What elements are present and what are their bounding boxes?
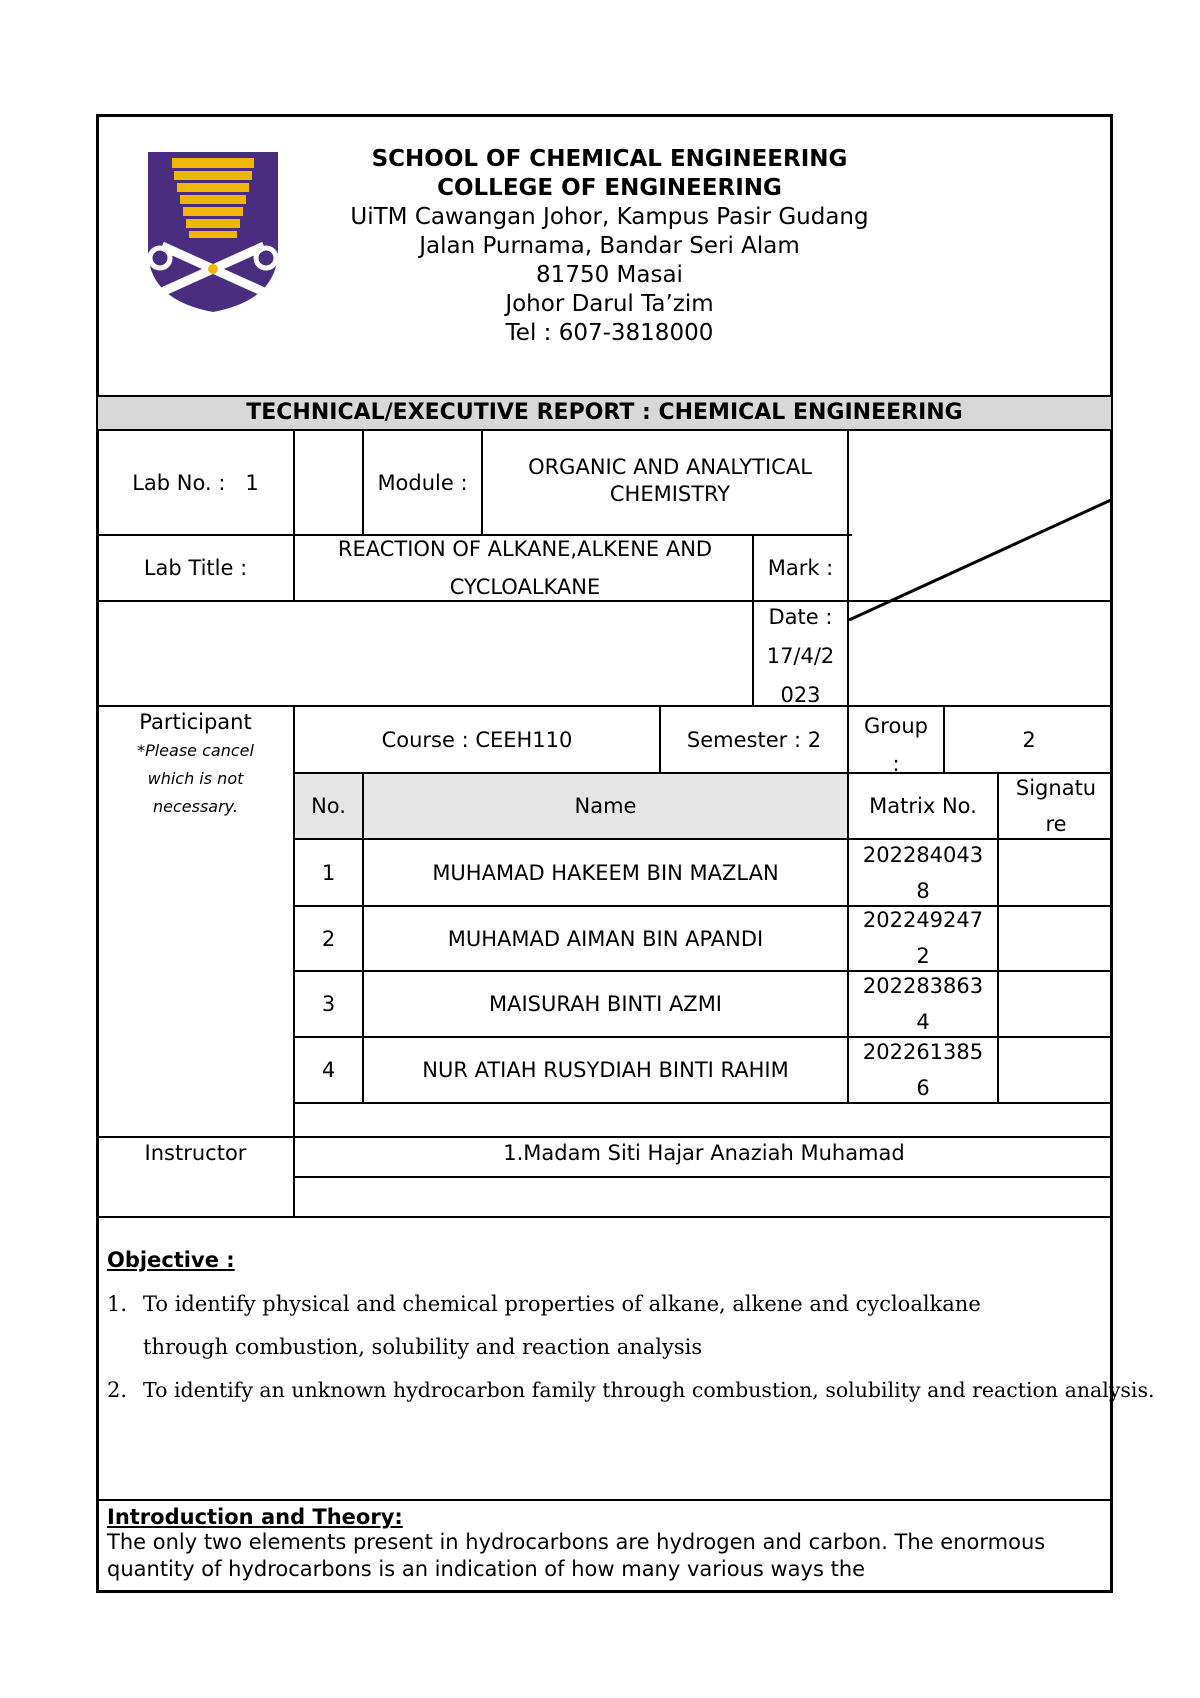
state-name: Johor Darul Ta’zim (505, 291, 714, 317)
date-label: Date : 17/4/2023 (754, 597, 847, 705)
table-row-name: NUR ATIAH RUSYDIAH BINTI RAHIM (422, 1058, 789, 1082)
module-value: ORGANIC AND ANALYTICAL CHEMISTRY (528, 455, 812, 506)
instructor-label: Instructor (144, 1141, 247, 1165)
objective-heading: Objective : (107, 1248, 235, 1272)
participant-note: *Please cancel which is not necessary. (137, 741, 254, 816)
table-row-no: 1 (321, 860, 336, 885)
table-row-no: 4 (321, 1058, 336, 1082)
lab-title-label: Lab Title : (143, 556, 248, 580)
list-item (107, 1369, 1155, 1412)
college-name: COLLEGE OF ENGINEERING (437, 175, 782, 201)
introduction-heading: Introduction and Theory: (107, 1505, 403, 1529)
postcode: 81750 Masai (536, 262, 683, 288)
campus-name: UiTM Cawangan Johor, Kampus Pasir Gudang (350, 204, 869, 230)
lab-title-value: REACTION OF ALKANE,ALKENE AND CYCLOALKANE (337, 537, 713, 599)
col-header-signature: Signature (1015, 776, 1097, 836)
report-title: TECHNICAL/EXECUTIVE REPORT : CHEMICAL ENGINEERING (246, 400, 963, 425)
col-header-no: No. (295, 774, 362, 838)
semester-value: Semester : 2 (686, 727, 822, 752)
telephone: Tel : 607-3818000 (505, 320, 714, 346)
col-header-matrix: Matrix No. (869, 794, 977, 818)
table-row-name: MUHAMAD AIMAN BIN APANDI (447, 926, 764, 951)
participant-block (98, 707, 293, 821)
table-row-name: MUHAMAD HAKEEM BIN MAZLAN (432, 860, 779, 885)
list-item-text: To identify physical and chemical properties of alkane, alkene and cycloalkane through combustion, solubility and reaction analysis (143, 1292, 981, 1359)
street-address: Jalan Purnama, Bandar Seri Alam (419, 233, 800, 259)
list-item-number: 1. (107, 1292, 128, 1316)
institution-header (96, 145, 1113, 348)
date-value: 17/4/2023 (766, 644, 835, 707)
table-row-no: 3 (321, 992, 336, 1016)
introduction-text: The only two elements present in hydrocarbons are hydrogen and carbon. The enormous quantity of hydrocarbons is an indication of how many various ways the (107, 1530, 1046, 1581)
module-label: Module : (377, 470, 468, 495)
list-item-text: To identify an unknown hydrocarbon family through combustion, solubility and reaction analysis. (143, 1378, 1155, 1402)
col-header-name: Name (364, 774, 847, 838)
table-row-name: MAISURAH BINTI AZMI (488, 992, 723, 1016)
course-value: Course : CEEH110 (381, 727, 573, 752)
school-name: SCHOOL OF CHEMICAL ENGINEERING (371, 146, 848, 172)
instructor-name: 1.Madam Siti Hajar Anaziah Muhamad (503, 1141, 905, 1165)
table-row-matrix: 2022613856 (862, 1039, 984, 1100)
group-value: 2 (1022, 727, 1036, 752)
list-item (107, 1283, 1107, 1369)
mark-label: Mark : (767, 556, 834, 580)
objective-list (107, 1283, 1155, 1412)
table-row-matrix: 2022838634 (862, 973, 984, 1034)
table-row-matrix: 2022492472 (862, 907, 984, 968)
table-row-no: 2 (321, 926, 336, 951)
cancelled-area-diagonal (847, 496, 1113, 624)
lab-no-label: Lab No. : 1 (98, 431, 293, 534)
participant-label: Participant (139, 710, 252, 734)
table-row-matrix: 2022840438 (862, 842, 984, 903)
list-item-number: 2. (107, 1378, 128, 1402)
lab-no-value: 1 (245, 470, 259, 495)
group-label: Group : (864, 714, 928, 776)
